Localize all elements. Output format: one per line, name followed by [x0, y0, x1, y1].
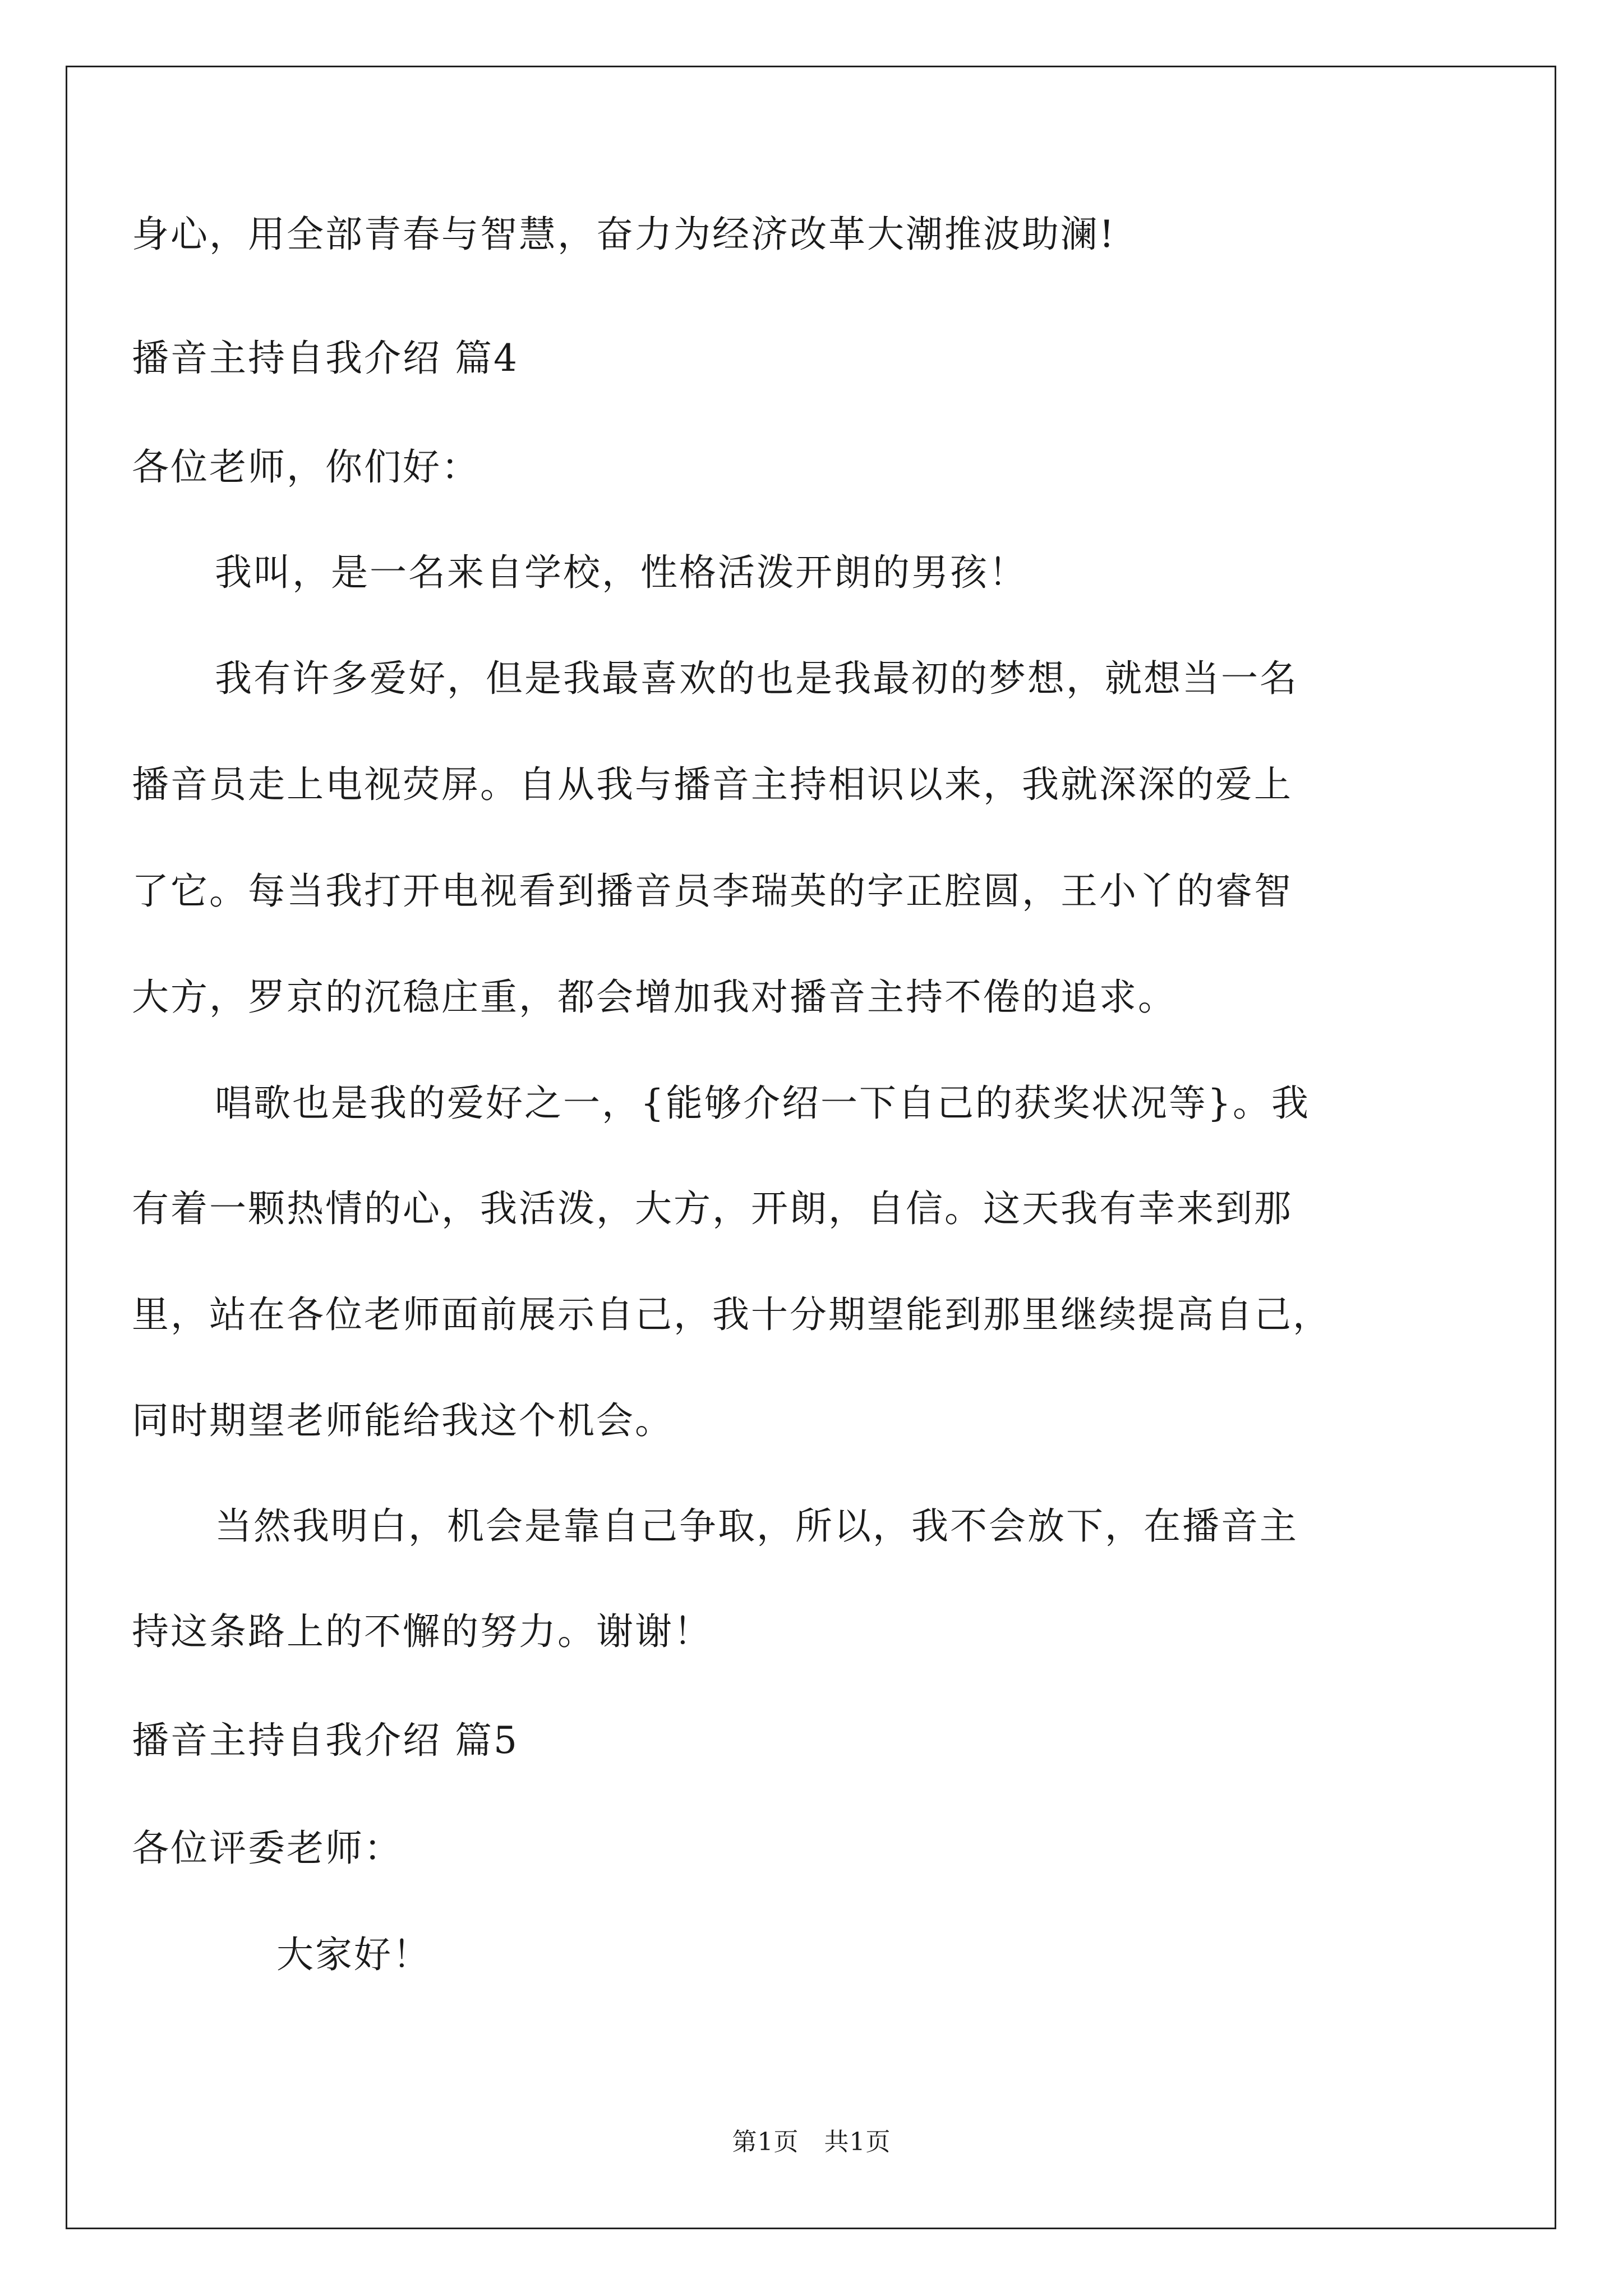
paragraph-line: 播音员走上电视荧屏。自从我与播音主持相识以来，我就深深的爱上 [132, 763, 1293, 806]
paragraph-line: 我叫，是一名来自学校，性格活泼开朗的男孩！ [215, 551, 1027, 594]
page-footer: 第1页 共1页 [732, 2128, 891, 2156]
paragraph-line: 持这条路上的不懈的努力。谢谢！ [132, 1610, 712, 1653]
page-frame [66, 66, 1556, 2229]
greeting-line: 各位评委老师： [132, 1826, 403, 1870]
section-heading: 播音主持自我介绍 篇4 [132, 337, 519, 380]
paragraph-line: 身心，用全部青春与智慧，奋力为经济改革大潮推波助澜! [132, 213, 1116, 256]
paragraph-line: 唱歌也是我的爱好之一，{能够介绍一下自己的获奖状况等}。我 [215, 1082, 1310, 1125]
section-heading: 播音主持自我介绍 篇5 [132, 1719, 519, 1762]
paragraph-line: 有着一颗热情的心，我活泼，大方，开朗，自信。这天我有幸来到那 [132, 1187, 1293, 1230]
paragraph-line: 里，站在各位老师面前展示自己，我十分期望能到那里继续提高自己， [132, 1293, 1331, 1336]
greeting-line: 各位老师，你们好： [132, 445, 480, 489]
paragraph-line: 我有许多爱好，但是我最喜欢的也是我最初的梦想，就想当一名 [215, 657, 1298, 700]
paragraph-line: 了它。每当我打开电视看到播音员李瑞英的字正腔圆，王小丫的睿智 [132, 869, 1293, 913]
paragraph-line: 同时期望老师能给我这个机会。 [132, 1399, 674, 1442]
paragraph-line: 当然我明白，机会是靠自己争取，所以，我不会放下，在播音主 [215, 1504, 1298, 1548]
paragraph-line: 大家好！ [276, 1933, 431, 1976]
paragraph-line: 大方，罗京的沉稳庄重，都会增加我对播音主持不倦的追求。 [132, 976, 1177, 1019]
